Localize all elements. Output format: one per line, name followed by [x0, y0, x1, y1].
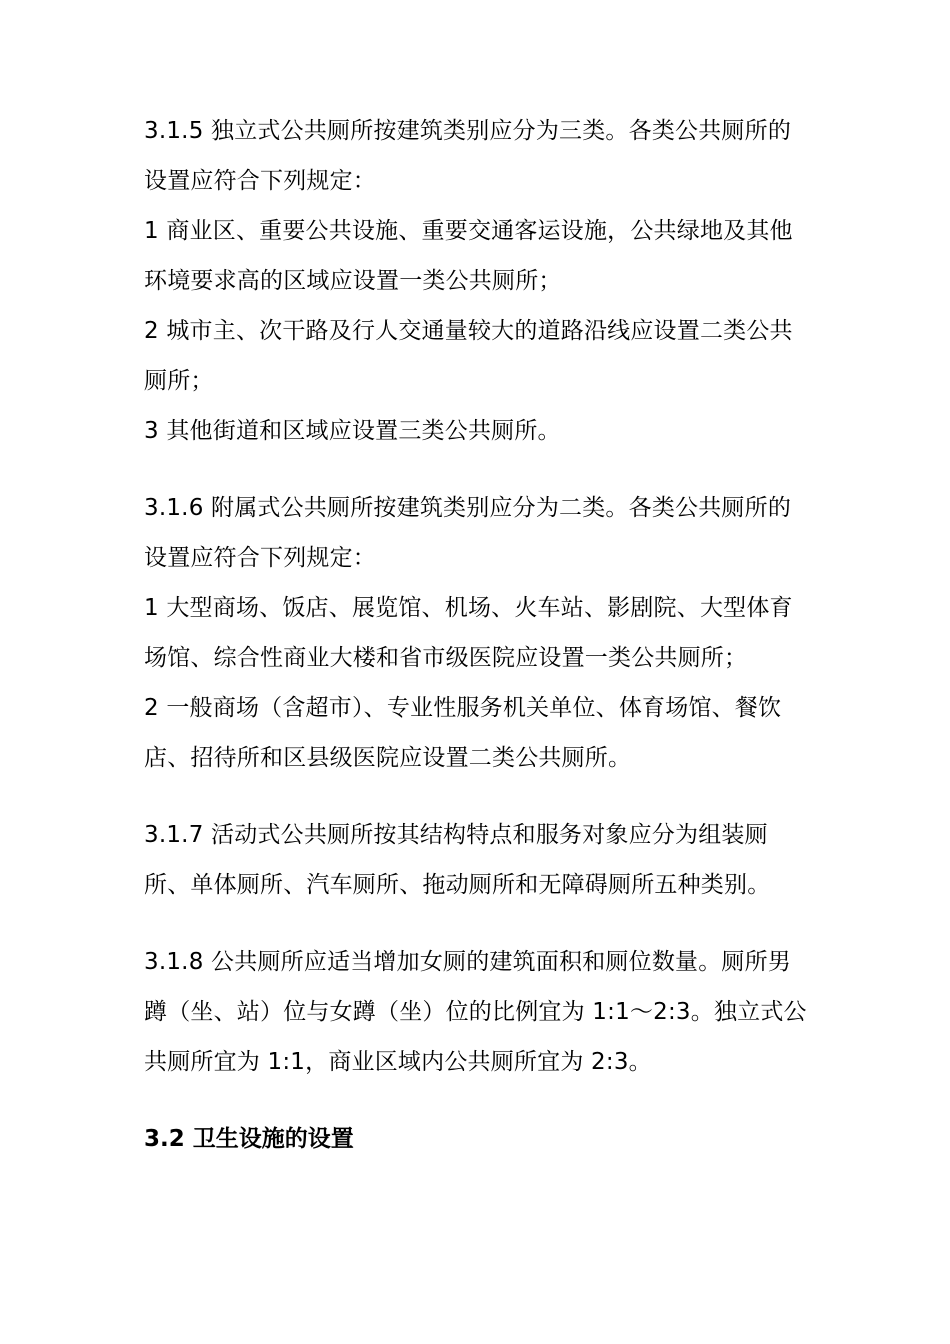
clause-3-1-7: [144, 810, 814, 910]
text-line: 设置应符合下列规定：: [144, 168, 376, 194]
document-page: [144, 106, 814, 1164]
clause-3-1-6: [144, 483, 814, 783]
text-line: 设置应符合下列规定：: [144, 545, 376, 571]
text-line: 1 商业区、重要公共设施、重要交通客运设施，公共绿地及其他: [144, 218, 793, 244]
text-line: 3.1.6 附属式公共厕所按建筑类别应分为二类。各类公共厕所的: [144, 495, 792, 521]
text-line: 环境要求高的区域应设置一类公共厕所；: [144, 268, 562, 294]
text-line: 共厕所宜为 1:1，商业区域内公共厕所宜为 2:3。: [144, 1049, 652, 1075]
text-line: 3.1.5 独立式公共厕所按建筑类别应分为三类。各类公共厕所的: [144, 118, 792, 144]
text-line: 厕所；: [144, 368, 214, 394]
text-line: 蹲（坐、站）位与女蹲（坐）位的比例宜为 1:1～2:3。独立式公: [144, 999, 807, 1025]
paragraph-gap: [144, 1087, 814, 1114]
clause-3-1-8: [144, 937, 814, 1087]
text-line: 场馆、综合性商业大楼和省市级医院应设置一类公共厕所；: [144, 645, 748, 671]
text-line: 2 城市主、次干路及行人交通量较大的道路沿线应设置二类公共: [144, 318, 793, 344]
text-line: 1 大型商场、饭店、展览馆、机场、火车站、影剧院、大型体育: [144, 595, 793, 621]
text-line: 3 其他街道和区域应设置三类公共厕所。: [144, 418, 561, 444]
text-line: 3.1.7 活动式公共厕所按其结构特点和服务对象应分为组装厕: [144, 822, 768, 848]
clause-3-1-5: [144, 106, 814, 456]
paragraph-gap: [144, 910, 814, 937]
text-line: 店、招待所和区县级医院应设置二类公共厕所。: [144, 745, 632, 771]
text-line: 3.1.8 公共厕所应适当增加女厕的建筑面积和厕位数量。厕所男: [144, 949, 792, 975]
text-line: 2 一般商场（含超市）、专业性服务机关单位、体育场馆、餐饮: [144, 695, 782, 721]
paragraph-gap: [144, 783, 814, 810]
paragraph-gap: [144, 456, 814, 483]
text-line: 所、单体厕所、汽车厕所、拖动厕所和无障碍厕所五种类别。: [144, 872, 771, 898]
section-heading: 3.2 卫生设施的设置: [144, 1126, 354, 1152]
